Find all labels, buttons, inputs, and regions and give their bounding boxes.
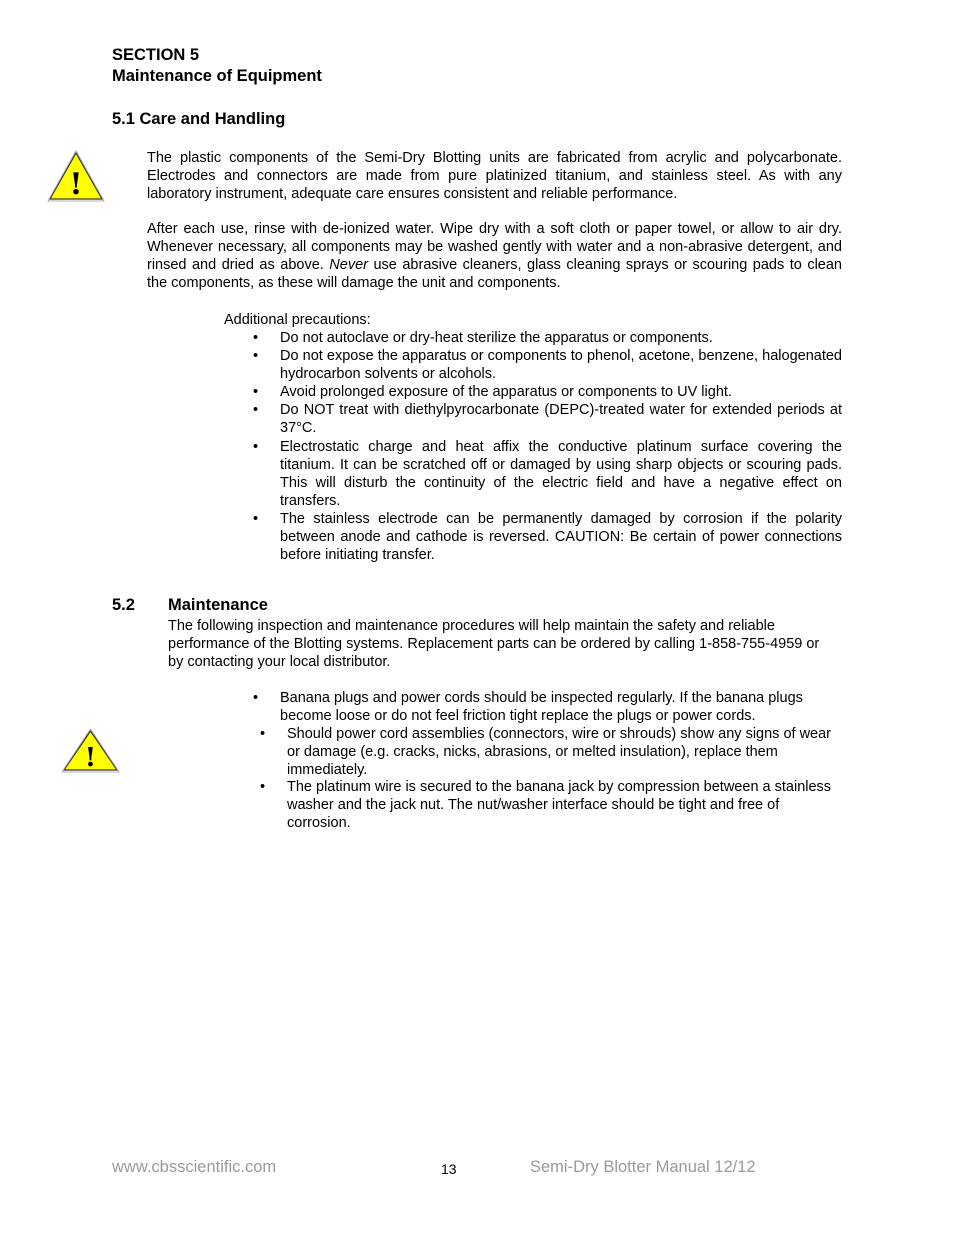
bullet: •: [253, 511, 259, 527]
footer-manual-title: Semi-Dry Blotter Manual 12/12: [530, 1158, 756, 1176]
warning-symbol: !: [69, 167, 83, 202]
bullet: •: [253, 690, 259, 706]
bullet: •: [260, 779, 266, 795]
subsection-5-1-heading: 5.1 Care and Handling: [112, 110, 286, 128]
section-title: Maintenance of Equipment: [112, 67, 322, 85]
subsection-5-2-title: Maintenance: [168, 596, 268, 614]
bullet: •: [253, 439, 259, 455]
warning-icon: [47, 150, 105, 203]
bullet: •: [260, 726, 266, 742]
care-paragraph-2: [147, 220, 842, 292]
warning-symbol: !: [84, 743, 97, 773]
bullet: •: [253, 402, 259, 418]
care-paragraph-2-text-b: use abrasive cleaners, glass cleaning sprays or scouring pads to clean the components, as these will damage the unit and components.: [147, 257, 842, 291]
care-paragraph-1: The plastic components of the Semi-Dry Blotting units are fabricated from acrylic and polycarbonate. Electrodes and connectors are made from pure platinized titanium, and stainless steel. As with any laboratory instrument, adequate care ensures consistent and reliable performance.: [147, 150, 842, 202]
warning-icon: [61, 728, 120, 774]
footer-website: www.cbsscientific.com: [112, 1158, 277, 1176]
bullet: •: [253, 330, 259, 346]
list-item-text: Do NOT treat with diethylpyrocarbonate (DEPC)-treated water for extended periods at 37°C.: [280, 402, 842, 436]
subsection-5-2-number: 5.2: [112, 596, 135, 614]
list-item-text: Do not expose the apparatus or components to phenol, acetone, benzene, halogenated hydrocarbon solvents or alcohols.: [280, 348, 842, 382]
list-item-text: Avoid prolonged exposure of the apparatus or components to UV light.: [280, 384, 732, 400]
bullet: •: [253, 384, 259, 400]
list-item-text: Electrostatic charge and heat affix the conductive platinum surface covering the titanium. It can be scratched off or damaged by using sharp objects or scouring pads. This will disturb the continuity of the electric field and have a negative effect on transfers.: [280, 439, 842, 509]
section-number: SECTION 5: [112, 46, 200, 64]
list-item-text: The platinum wire is secured to the banana jack by compression between a stainless washer and the jack nut. The nut/washer interface should be tight and free of corrosion.: [287, 779, 832, 831]
list-item-text: The stainless electrode can be permanently damaged by corrosion if the polarity between anode and cathode is reversed. CAUTION: Be certain of power connections before initiating transfer.: [280, 511, 842, 563]
bullet: •: [253, 348, 259, 364]
maintenance-intro: The following inspection and maintenance procedures will help maintain the safety and reliable performance of the Blotting systems. Replacement parts can be ordered by calling 1-858-755-4959 or by contacting your local distributor.: [168, 618, 820, 670]
list-item-text: Should power cord assemblies (connectors, wire or shrouds) show any signs of wear or damage (e.g. cracks, nicks, abrasions, or melted insulation), replace them immediately.: [287, 726, 831, 778]
list-item-text: Do not autoclave or dry-heat sterilize the apparatus or components.: [280, 330, 713, 346]
care-paragraph-2-text-a: After each use, rinse with de-ionized water. Wipe dry with a soft cloth or paper towel, or allow to air dry. Whenever necessary, all components may be washed gently with water and a non-abrasive detergent, and rinsed and dried as above.: [147, 221, 842, 273]
precautions-label: Additional precautions:: [224, 312, 371, 328]
list-item-text: Banana plugs and power cords should be inspected regularly. If the banana plugs become loose or do not feel friction tight replace the plugs or power cords.: [280, 690, 803, 724]
care-paragraph-2-emphasis: Never: [329, 257, 368, 273]
page-number: 13: [441, 1161, 457, 1177]
